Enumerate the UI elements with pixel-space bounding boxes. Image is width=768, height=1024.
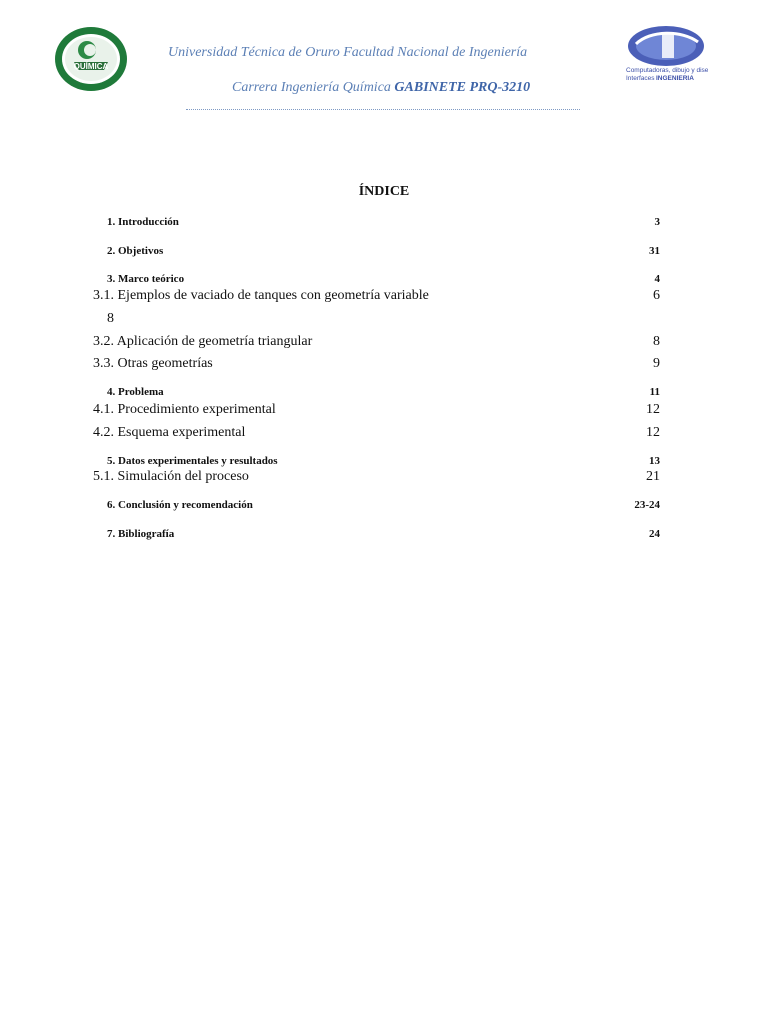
toc-entry-page: 3 bbox=[654, 216, 660, 228]
svg-text:Interfaces: Interfaces bbox=[626, 75, 655, 82]
toc-entry-label: 2. Objetivos bbox=[107, 245, 164, 257]
toc-entry-page: 11 bbox=[649, 386, 660, 398]
toc-entry-page: 23-24 bbox=[634, 499, 660, 511]
toc-entry-label: 7. Bibliografía bbox=[107, 528, 175, 540]
toc-entry-page: 13 bbox=[649, 455, 660, 467]
toc-entry-label: 6. Conclusión y recomendación bbox=[107, 499, 253, 511]
svg-text:QUÍMICA: QUÍMICA bbox=[73, 62, 109, 71]
toc-subentry-label: 4.2. Esquema experimental bbox=[93, 425, 246, 440]
toc-subentry-page: 9 bbox=[653, 356, 660, 371]
toc-entry-page: 31 bbox=[649, 245, 660, 257]
university-name: Universidad Técnica de Oruro Facultad Nacional de Ingeniería bbox=[168, 45, 528, 60]
career-line bbox=[232, 80, 530, 96]
toc-title: ÍNDICE bbox=[358, 184, 410, 199]
faculty-logo bbox=[54, 26, 128, 92]
career-name: Carrera Ingeniería Química bbox=[232, 80, 391, 95]
toc-subentry-page: 8 bbox=[653, 334, 660, 349]
toc-entry-label: 1. Introducción bbox=[107, 216, 179, 228]
toc-entry-page: 4 bbox=[654, 273, 660, 285]
toc-subentry-label: 3.2. Aplicación de geometría triangular bbox=[93, 334, 313, 349]
toc-subentry-page: 12 bbox=[646, 402, 660, 417]
gabinete-logo bbox=[622, 22, 708, 82]
toc-entry-label: 4. Problema bbox=[107, 386, 164, 398]
svg-text:Computadoras, dibujo y diseño: Computadoras, dibujo y diseño bbox=[626, 67, 708, 74]
toc-entry-page: 24 bbox=[649, 528, 660, 540]
toc-subentry-page: 6 bbox=[653, 288, 660, 303]
toc-entry-label: 3. Marco teórico bbox=[107, 273, 185, 285]
svg-text:INGENIERIA: INGENIERIA bbox=[656, 75, 694, 82]
toc-subentry-label: 3.1. Ejemplos de vaciado de tanques con geometría variable bbox=[93, 288, 429, 303]
toc-stray-page-number: 8 bbox=[107, 311, 114, 326]
toc-subentry-label: 5.1. Simulación del proceso bbox=[93, 469, 249, 484]
gabinete-code: GABINETE PRQ-3210 bbox=[394, 80, 531, 95]
toc-entry-label: 5. Datos experimentales y resultados bbox=[107, 455, 278, 467]
toc-subentry-label: 3.3. Otras geometrías bbox=[93, 356, 213, 371]
toc-subentry-page: 12 bbox=[646, 425, 660, 440]
header-divider bbox=[186, 109, 580, 110]
toc-subentry-label: 4.1. Procedimiento experimental bbox=[93, 402, 276, 417]
toc-subentry-page: 21 bbox=[646, 469, 660, 484]
